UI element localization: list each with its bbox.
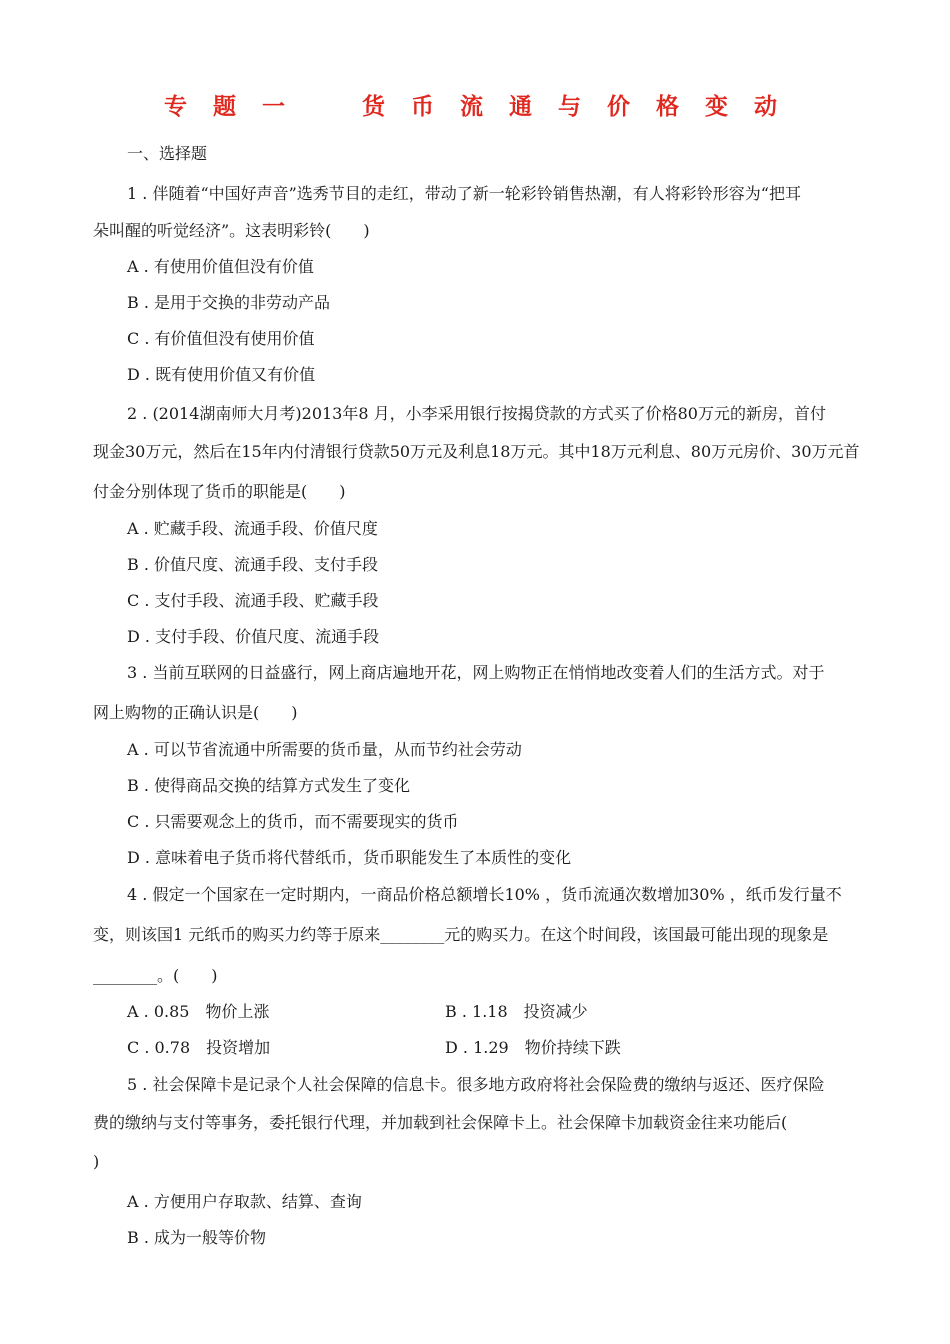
question-5-option-a: A . 方便用户存取款、结算、查询 (127, 1192, 362, 1211)
question-3-line-2: 网上购物的正确认识是( ) (93, 703, 298, 722)
question-4-line-1: 4 . 假定一个国家在一定时期内，一商品价格总额增长10% ，货币流通次数增加30% ，纸币发行量不 (127, 885, 842, 904)
question-3-line-1: 3 . 当前互联网的日益盛行，网上商店遍地开花，网上购物正在悄悄地改变着人们的生活方式。对于 (127, 663, 825, 682)
question-5-line-2: 费的缴纳与支付等事务，委托银行代理，并加载到社会保障卡上。社会保障卡加载资金往来功能后( (93, 1113, 788, 1132)
question-1-option-a: A . 有使用价值但没有价值 (127, 257, 314, 276)
question-3-option-c: C . 只需要观念上的货币，而不需要现实的货币 (127, 812, 459, 831)
question-1-option-b: B . 是用于交换的非劳动产品 (127, 293, 331, 312)
question-5-line-3: ) (93, 1152, 100, 1171)
question-2-line-2: 现金30万元，然后在15年内付清银行贷款50万元及利息18万元。其中18万元利息、80万元房价、30万元首 (93, 442, 860, 461)
question-4-option-a: A . 0.85 物价上涨 (127, 1002, 270, 1021)
question-3-option-b: B . 使得商品交换的结算方式发生了变化 (127, 776, 411, 795)
question-1-option-c: C . 有价值但没有使用价值 (127, 329, 315, 348)
question-4-option-c: C . 0.78 投资增加 (127, 1038, 271, 1057)
question-4-option-d: D . 1.29 物价持续下跌 (445, 1038, 621, 1057)
question-3-option-d: D . 意味着电子货币将代替纸币，货币职能发生了本质性的变化 (127, 848, 572, 867)
question-2-option-d: D . 支付手段、价值尺度、流通手段 (127, 627, 380, 646)
question-5-option-b: B . 成为一般等价物 (127, 1228, 267, 1247)
question-4-line-3: ________。( ) (93, 966, 218, 985)
question-3-option-a: A . 可以节省流通中所需要的货币量，从而节约社会劳动 (127, 740, 522, 759)
question-5-line-1: 5 . 社会保障卡是记录个人社会保障的信息卡。很多地方政府将社会保险费的缴纳与返还、医疗保险 (127, 1075, 825, 1094)
question-2-option-a: A . 贮藏手段、流通手段、价值尺度 (127, 519, 378, 538)
question-2-line-3: 付金分别体现了货币的职能是( ) (93, 482, 346, 501)
question-2-option-b: B . 价值尺度、流通手段、支付手段 (127, 555, 379, 574)
question-2-option-c: C . 支付手段、流通手段、贮藏手段 (127, 591, 379, 610)
question-1-line-1: 1 . 伴随着“中国好声音”选秀节目的走红，带动了新一轮彩铃销售热潮，有人将彩铃形容为“把耳 (127, 184, 801, 203)
section-heading: 一、选择题 (127, 144, 208, 163)
question-1-line-2: 朵叫醒的听觉经济”。这表明彩铃( ) (93, 221, 370, 240)
question-1-option-d: D . 既有使用价值又有价值 (127, 365, 316, 384)
question-2-line-1: 2 . (2014湖南师大月考)2013年8 月，小李采用银行按揭贷款的方式买了价格80万元的新房，首付 (127, 404, 826, 423)
question-4-line-2: 变，则该国1 元纸币的购买力约等于原来________元的购买力。在这个时间段，该国最可能出现的现象是 (93, 925, 829, 944)
question-4-option-b: B . 1.18 投资减少 (445, 1002, 588, 1021)
page-title: 专 题 一 货 币 流 通 与 价 格 变 动 (163, 94, 787, 120)
